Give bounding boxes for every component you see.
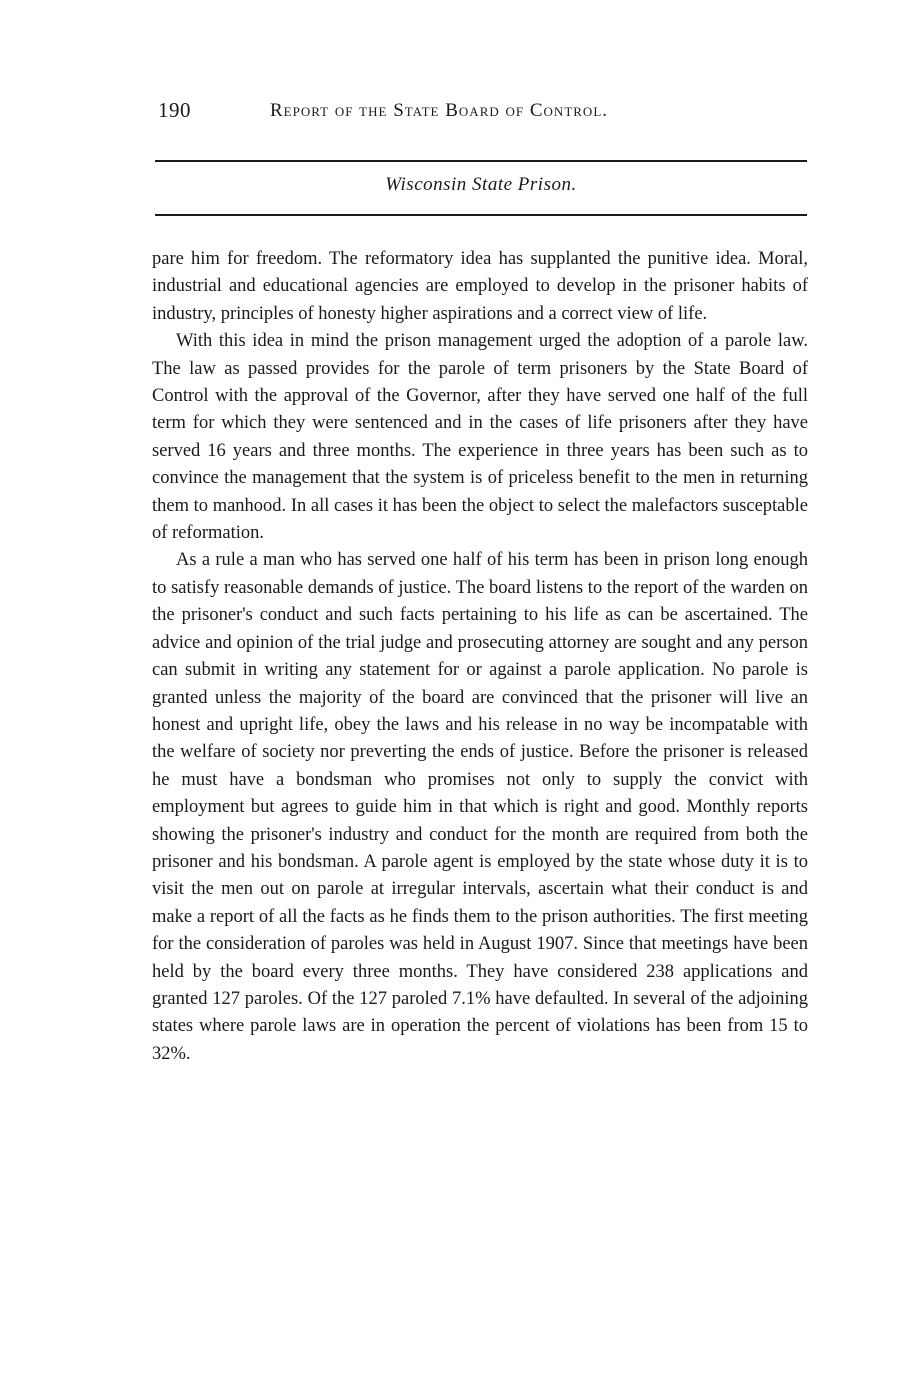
- running-head: Report of the State Board of Control.: [270, 100, 609, 121]
- header-rule-top: [155, 160, 807, 162]
- paragraph-continuation: pare him for freedom. The reformatory idea has supplanted the punitive idea. Moral, industrial and educational agencies are employed to develop in the prisoner habits of industry, principles of honesty higher aspirations and a correct view of life.: [152, 249, 808, 324]
- section-title: Wisconsin State Prison.: [385, 174, 577, 195]
- header-rule-bottom: [155, 214, 807, 216]
- body-text: [152, 246, 808, 1068]
- paragraph-parole-process: As a rule a man who has served one half of his term has been in prison long enough to satisfy reasonable demands of justice. The board listens to the report of the warden on the prisoner's conduct and such facts pertaining to his life as can be ascertained. The advice and opinion of the trial judge and prosecuting attorney are sought and any person can submit in writing any statement for or against a parole application. No parole is granted unless the majority of the board are convinced that the prisoner will live an honest and upright life, obey the laws and his release in no way be incompatable with the welfare of society nor preverting the ends of justice. Before the prisoner is released he must have a bondsman who promises not only to supply the convict with employment but agrees to guide him in that which is right and good. Monthly reports showing the prisoner's industry and conduct for the month are required from both the prisoner and his bondsman. A parole agent is employed by the state whose duty it is to visit the men out on parole at irregular intervals, ascertain what their conduct is and make a report of all the facts as he finds them to the prison authorities. The first meeting for the consideration of paroles was held in August 1907. Since that meetings have been held by the board every three months. They have considered 238 applications and granted 127 paroles. Of the 127 paroled 7.1% have defaulted. In several of the adjoining states where parole laws are in operation the percent of violations has been from 15 to 32%.: [152, 550, 808, 1064]
- paragraph-parole-law: With this idea in mind the prison management urged the adoption of a parole law. The law as passed provides for the parole of term prisoners by the State Board of Control with the approval of the Governor, after they have served one half of the full term for which they were sentenced and in the cases of life prisoners after they have served 16 years and three months. The experience in three years has been such as to convince the management that the system is of priceless benefit to the men in returning them to manhood. In all cases it has been the object to select the malefactors susceptable of reformation.: [152, 331, 808, 544]
- page-number: 190: [158, 98, 191, 122]
